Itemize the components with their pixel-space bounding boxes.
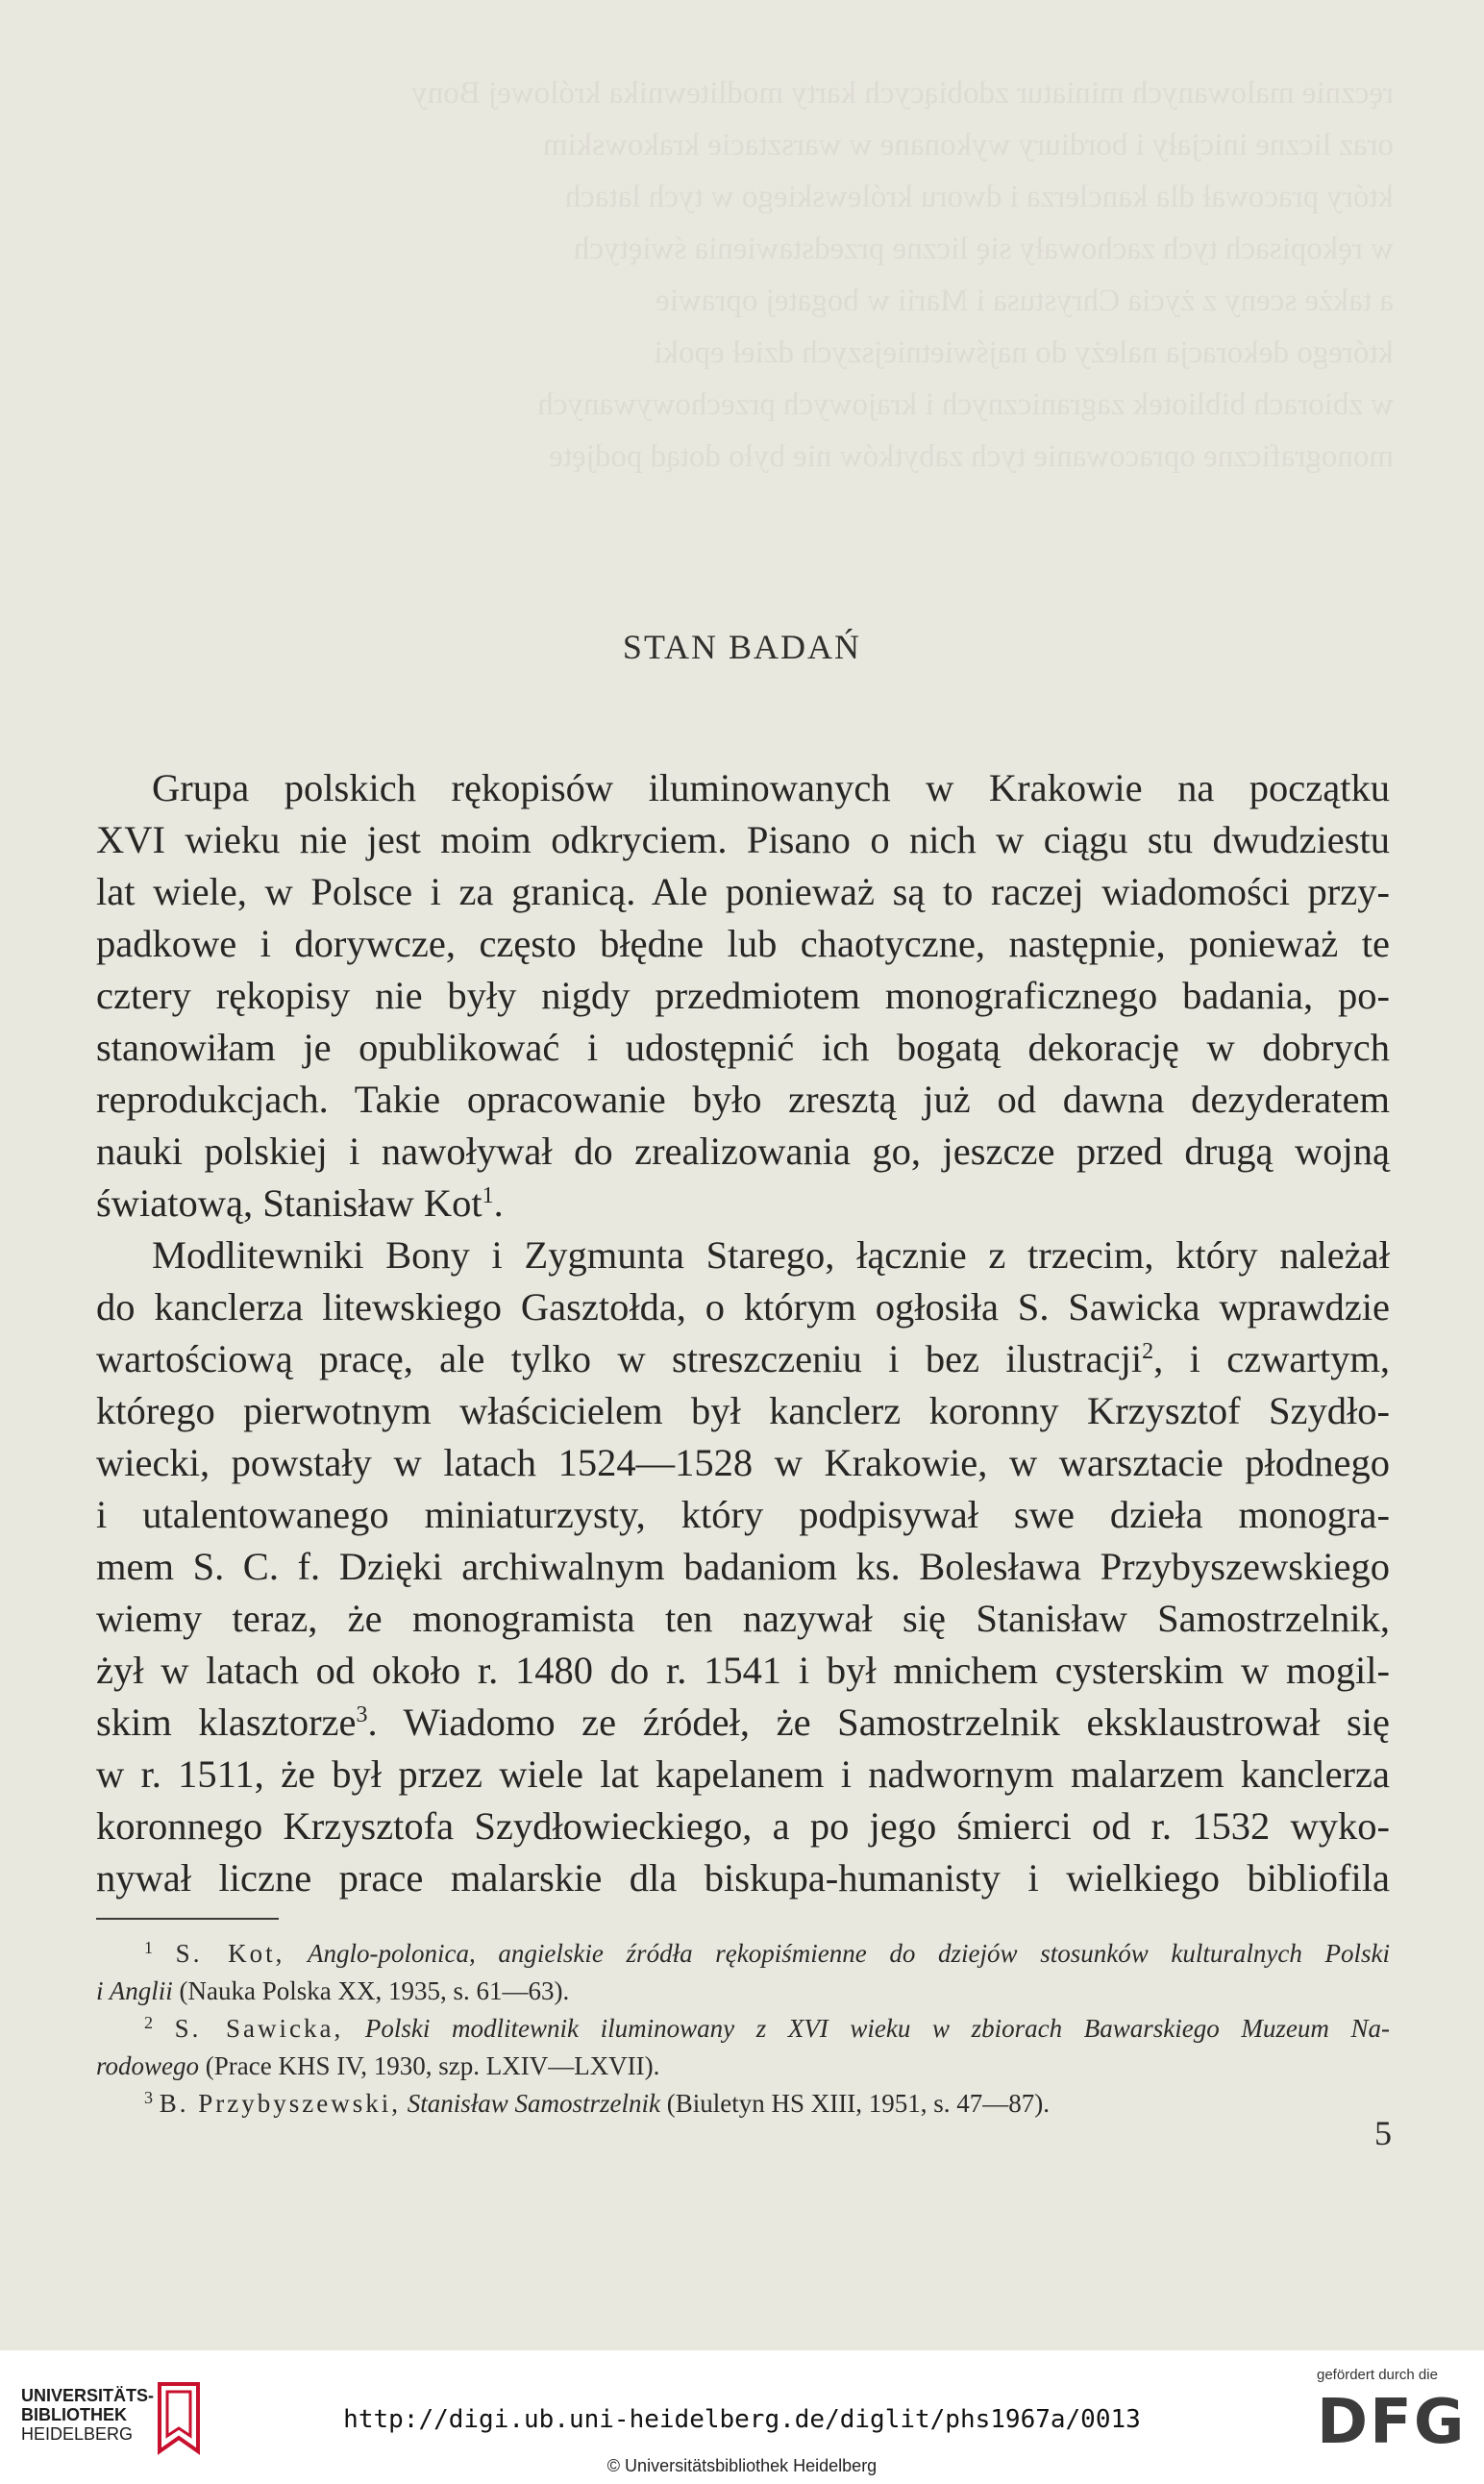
footnote-author: B. Przybyszewski,: [159, 2089, 401, 2118]
footnote-source: (Prace KHS IV, 1930, szp. LXIV—LXVII).: [205, 2051, 660, 2080]
body-line: Modlitewniki Bony i Zygmunta Starego, łącznie z trzecim, który należał: [152, 1233, 1390, 1277]
footnote-title: i Anglii: [96, 1976, 173, 2005]
body-line: stanowiłam je opublikować i udostępnić ich bogatą dekorację w dobrych: [96, 1026, 1390, 1069]
footnote-author: S. Kot,: [175, 1939, 285, 1968]
body-line: XVI wieku nie jest moim odkryciem. Pisano o nich w ciągu stu dwudziestu: [96, 818, 1390, 861]
library-name-line: BIBLIOTHEK: [21, 2405, 127, 2424]
footnote-number: 1: [144, 1938, 153, 1957]
footnote-source: (Biuletyn HS XIII, 1951, s. 47—87).: [666, 2089, 1050, 2118]
body-line: cztery rękopisy nie były nigdy przedmiotem monograficznego badania, po-: [96, 974, 1390, 1017]
body-line: [96, 1336, 1390, 1382]
footnote-ref: 2: [1142, 1339, 1154, 1364]
funding-label: gefördert durch die: [1317, 2367, 1438, 2383]
footnote-author: S. Sawicka,: [174, 2014, 344, 2043]
footnote-ref: 1: [482, 1183, 494, 1208]
footnote-number: 3: [144, 2088, 153, 2107]
body-line: [96, 1700, 1390, 1746]
body-text: , i czwartym,: [1153, 1337, 1390, 1380]
body-line: lat wiele, w Polsce i za granicą. Ale ponieważ są to raczej wiadomości przy-: [96, 870, 1390, 913]
body-line: i utalentowanego miniaturzysty, który podpisywał swe dzieła monogra-: [96, 1493, 1390, 1536]
footnote-title: Polski modlitewnik iluminowany z XVI wieku w zbiorach Bawarskiego Muzeum Na-: [364, 2014, 1390, 2043]
body-text: wartościową pracę, ale tylko w streszczeniu i bez ilustracji: [96, 1337, 1143, 1380]
footnote-3: [144, 2086, 1390, 2121]
footnote-number: 2: [144, 2013, 153, 2032]
footnote-title: Stanisław Samostrzelnik: [407, 2089, 660, 2118]
body-line: [96, 1180, 1390, 1227]
body-line: padkowe i dorywcze, często błędne lub chaotyczne, następnie, ponieważ te: [96, 922, 1390, 965]
body-line: Grupa polskich rękopisów iluminowanych w Krakowie na początku: [152, 766, 1390, 809]
footnote-rule: [96, 1918, 279, 1920]
section-title: STAN BADAŃ: [622, 628, 862, 666]
copyright-notice: © Universitätsbibliothek Heidelberg: [606, 2456, 878, 2475]
library-name-line: UNIVERSITÄTS-: [21, 2386, 155, 2405]
footnote-1: [144, 1936, 1390, 1971]
body-line: reprodukcjach. Takie opracowanie było zresztą już od dawna dezyderatem: [96, 1078, 1390, 1121]
page-number: 5: [1374, 2114, 1392, 2152]
body-line: koronnego Krzysztofa Szydłowieckiego, a po jego śmierci od r. 1532 wyko-: [96, 1804, 1390, 1848]
body-line: żył w latach od około r. 1480 do r. 1541 i był mnichem cysterskim w mogil-: [96, 1649, 1390, 1692]
body-text: światową, Stanisław Kot: [96, 1181, 482, 1225]
body-line: wiemy teraz, że monogramista ten nazywał się Stanisław Samostrzelnik,: [96, 1597, 1390, 1640]
body-line: wiecki, powstały w latach 1524—1528 w Krakowie, w warsztacie płodnego: [96, 1441, 1390, 1484]
footnote-1-cont: [96, 1974, 1390, 2008]
body-line: mem S. C. f. Dzięki archiwalnym badaniom ks. Bolesława Przybyszewskiego: [96, 1545, 1390, 1588]
footnote-source: (Nauka Polska XX, 1935, s. 61—63).: [179, 1976, 570, 2005]
permalink-url[interactable]: http://digi.ub.uni-heidelberg.de/diglit/phs1967a/0013: [343, 2405, 1141, 2434]
dfg-logo: DFG: [1317, 2387, 1467, 2458]
body-line: nywał liczne prace malarskie dla biskupa-humanisty i wielkiego bibliofila: [96, 1856, 1390, 1900]
punctuation: .: [493, 1181, 504, 1225]
footnote-ref: 3: [356, 1702, 368, 1727]
footnote-2: [144, 2011, 1390, 2046]
footnote-title: Anglo-polonica, angielskie źródła rękopiśmienne do dziejów stosunków kulturalnych Polski: [308, 1939, 1390, 1968]
body-text: skim klasztorze: [96, 1701, 357, 1744]
body-text: . Wiadomo ze źródeł, że Samostrzelnik eksklaustrował się: [367, 1701, 1390, 1744]
body-line: do kanclerza litewskiego Gasztołda, o którym ogłosiła S. Sawicka wprawdzie: [96, 1285, 1390, 1329]
footnote-2-cont: [96, 2049, 1390, 2083]
body-line: nauki polskiej i nawoływał do zrealizowania go, jeszcze przed drugą wojną: [96, 1130, 1390, 1173]
body-line: w r. 1511, że był przez wiele lat kapelanem i nadwornym malarzem kanclerza: [96, 1752, 1390, 1796]
body-line: którego pierwotnym właścicielem był kanclerz koronny Krzysztof Szydło-: [96, 1389, 1390, 1432]
library-name-line: HEIDELBERG: [21, 2424, 134, 2444]
footnote-title: rodowego: [96, 2051, 199, 2080]
bleed-through-text: ręcznie malowanych miniatur zdobiących karty modlitewnika królowej Bony oraz liczne inicjały i bordiury wykonane w warsztacie krakowskim który pracował dla kanclerza i dworu królewskiego w tych latach w rękopisach tych zachowały się liczne przedstawienia świętych a także sceny z życia Chrystusa i Marii w bogatej oprawie którego dekoracja należy do najświetniejszych dzieł epoki w zbiorach bibliotek zagranicznych i krajowych przechowywanych monograficzne opracowanie tych zabytków nie było dotąd podjęte: [411, 76, 1394, 474]
